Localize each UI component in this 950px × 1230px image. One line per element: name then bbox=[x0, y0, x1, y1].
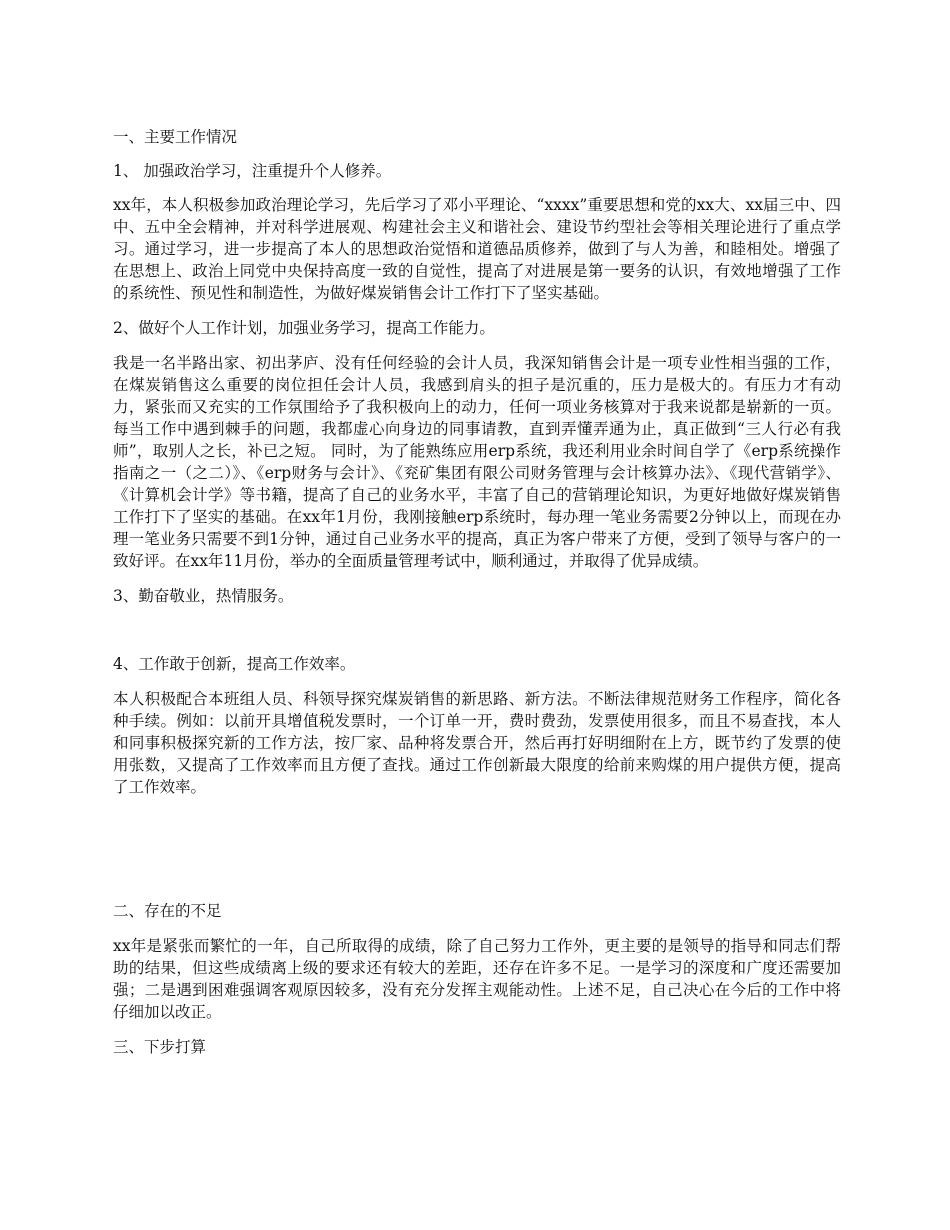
item2-heading: 2、做好个人工作计划，加强业务学习，提高工作能力。 bbox=[113, 319, 495, 337]
document-page bbox=[113, 126, 841, 1058]
section1-heading: 一、主要工作情况 bbox=[113, 128, 238, 146]
item2-body: 我是一名半路出家、初出茅庐、没有任何经验的会计人员，我深知销售会计是一项专业性相当强的工作，在煤炭销售这么重要的岗位担任会计人员，我感到肩头的担子是沉重的，压力是极大的。有压力才有动力，紧张而又充实的工作氛围给予了我积极向上的动力，任何一项业务核算对于我来说都是崭新的一页。每当工作中遇到棘手的问题，我都虚心向身边的同事请教，直到弄懂弄通为止，真正做到“三人行必有我师”，取别人之长，补已之短。 同时，为了能熟练应用erp系统，我还利用业余时间自学了《erp系统操作指南之一（之二）》、《erp财务与会计》、《兖矿集团有限公司财务管理与会计核算办法》、《现代营销学》、《计算机会计学》等书籍，提高了自己的业务水平，丰富了自己的营销理论知识，为更好地做好煤炭销售工作打下了坚实的基础。在xx年1月份，我刚接触erp系统时，每办理一笔业务需要2分钟以上，而现在办理一笔业务只需要不到1分钟，通过自己业务水平的提高，真正为客户带来了方便，受到了领导与客户的一致好评。在xx年11月份，举办的全面质量管理考试中，顺利通过，并取得了优异成绩。 bbox=[113, 354, 841, 570]
item4-body: 本人积极配合本班组人员、科领导探究煤炭销售的新思路、新方法。不断法律规范财务工作程序，简化各种手续。例如：以前开具增值税发票时，一个订单一开，费时费劲，发票使用很多，而且不易查找，本人和同事积极探究新的工作方法，按厂家、品种将发票合开，然后再打好明细附在上方，既节约了发票的使用张数，又提高了工作效率而且方便了查找。通过工作创新最大限度的给前来购煤的用户提供方便，提高了工作效率。 bbox=[113, 690, 841, 796]
item4-heading: 4、工作敢于创新，提高工作效率。 bbox=[113, 655, 356, 673]
item1-body: xx年，本人积极参加政治理论学习，先后学习了邓小平理论、“xxxx”重要思想和党的xx大、xx届三中、四中、五中全会精神，并对科学进展观、构建社会主义和谐社会、建设节约型社会等相关理论进行了重点学习。通过学习，进一步提高了本人的思想政治觉悟和道德品质修养，做到了与人为善，和睦相处。增强了在思想上、政治上同党中央保持高度一致的自觉性，提高了对进展是第一要务的认识，有效地增强了工作的系统性、预见性和制造性，为做好煤炭销售会计工作打下了坚实基础。 bbox=[113, 196, 841, 302]
section2-body: xx年是紧张而繁忙的一年，自己所取得的成绩，除了自己努力工作外，更主要的是领导的指导和同志们帮助的结果，但这些成绩离上级的要求还有较大的差距，还存在许多不足。一是学习的深度和广度还需要加强；二是遇到困难强调客观原因较多，没有充分发挥主观能动性。上述不足，自己决心在今后的工作中将仔细加以改正。 bbox=[113, 937, 841, 1021]
item1-heading: 1、 加强政治学习，注重提升个人修养。 bbox=[113, 162, 392, 180]
section2-heading: 二、存在的不足 bbox=[113, 902, 222, 920]
item3-heading: 3、勤奋敬业，热情服务。 bbox=[113, 587, 294, 605]
section3-heading: 三、下步打算 bbox=[113, 1038, 207, 1056]
